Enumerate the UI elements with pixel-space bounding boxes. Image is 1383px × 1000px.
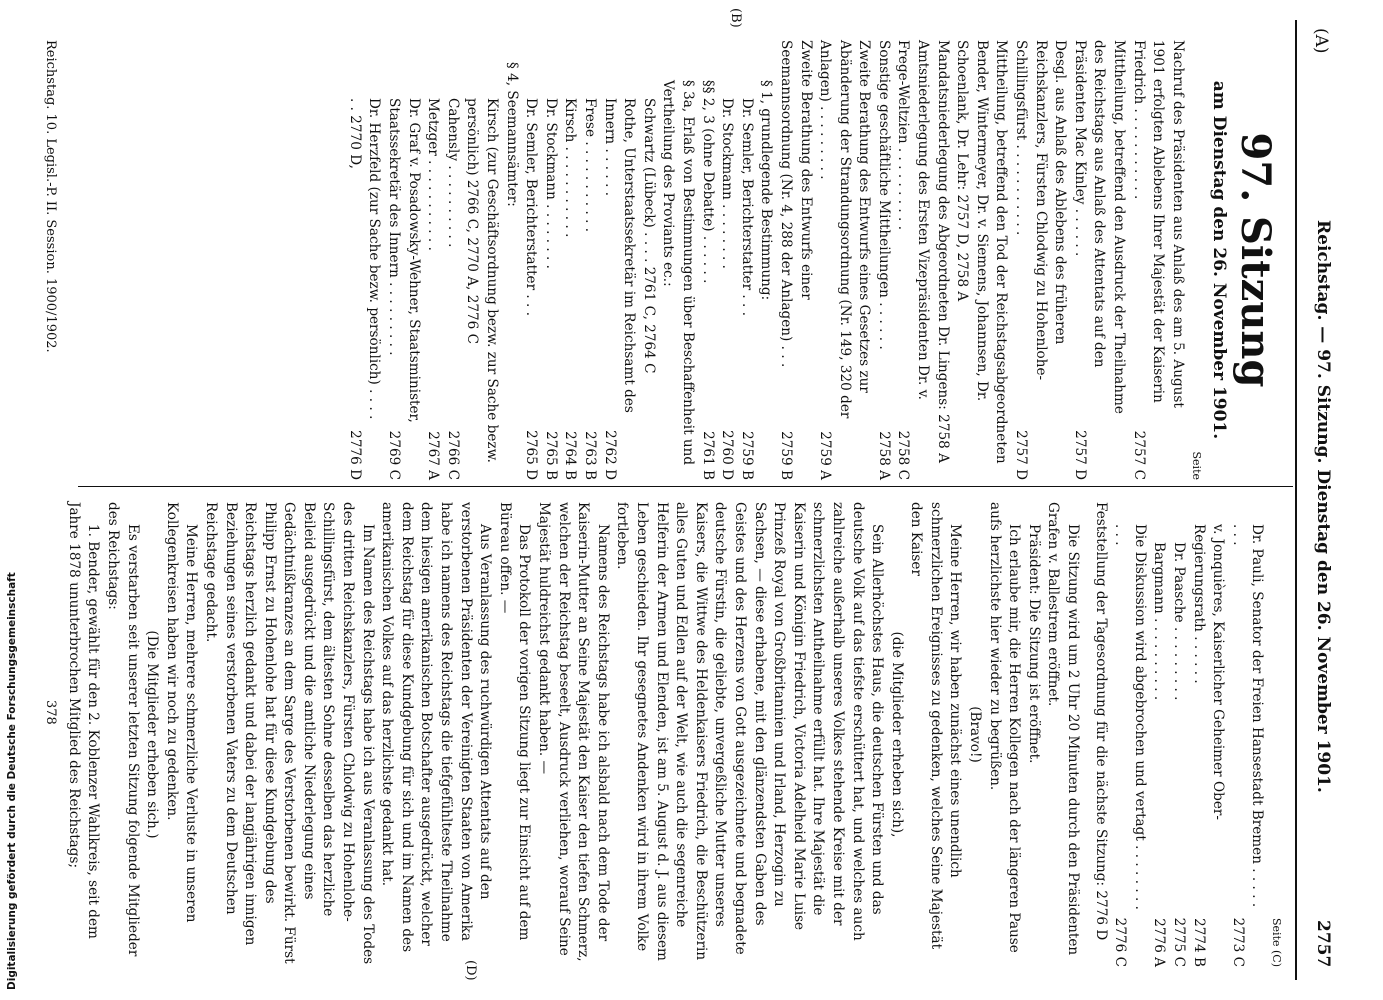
toc-entry xyxy=(1168,502,1188,967)
toc-entry xyxy=(873,40,893,480)
toc-entry-text: Die Diskussion wird abgebrochen und vertagt . . . . . . . . . . . xyxy=(1112,524,1148,910)
toc-entry xyxy=(599,40,638,480)
toc-entry-page-ref: 2769 C xyxy=(386,430,403,480)
toc-entry-text: Dr. Stockmann . . . . . . . . xyxy=(542,98,559,269)
paragraph: Aus Veranlassung des ruchwürdigen Attentats auf den verstorbenen Präsidenten der Vereinigten Staaten von Amerika habe ich namens des Reichstags die tiefgefühlteste Theilnahme dem hiesigen amerikanischen Botschafter ausgedrückt, welcher dem Reichstag für diese Kundgebung für sich und im Namen des amerikanischen Volkes auf das herzlichste gedankt hat. xyxy=(379,502,494,953)
toc-entry-text: Rothe, Unterstaatssekretär im Reichsamt des Innern . . . . . . xyxy=(601,98,638,413)
toc-entry-text: Dr. Paasche . . . . . . . . . xyxy=(1171,542,1188,701)
toc-entry-text: Nachruf des Präsidenten aus Anlaß des am 5. August 1901 erfolgten Ablebens Ihrer Majestät der Kaiserin Friedrich . . . . . . . . . . . xyxy=(1130,40,1186,408)
table-of-contents-continued xyxy=(1090,502,1266,967)
toc-entry-text: Metzger . . . . . . . . . . . xyxy=(425,98,442,251)
toc-entry xyxy=(775,40,814,480)
footer-page-number: 378 xyxy=(43,700,58,725)
toc-entry xyxy=(560,40,580,480)
toc-entry xyxy=(344,40,383,480)
toc-entry xyxy=(658,40,697,480)
toc-entry xyxy=(952,40,1011,480)
toc-entry-text: §§ 2, 3 (ohne Debatte) . . . . . . xyxy=(699,80,716,284)
toc-entry-text: Frese . . . . . . . . . . . xyxy=(582,98,598,233)
footer-legislature: Reichstag. 10. Legisl.-P. II. Session. 1900/1902. xyxy=(43,40,58,353)
toc-entry-page-ref: 2765 D xyxy=(523,430,540,480)
toc-entry-page-ref: 2760 D xyxy=(719,430,736,480)
toc-entry-page-ref: 2758 C xyxy=(895,430,912,480)
toc-entry-text: § 3a, Erlaß von Bestimmungen über Beschaffenheit und Vertheilung des Proviants ec.: xyxy=(660,80,696,466)
toc-entry xyxy=(756,40,776,480)
interjection: (die Mitglieder erheben sich), xyxy=(888,631,905,838)
toc-entry-page-ref: 2759 B xyxy=(777,431,794,480)
toc-entry-text: Dr. Graf v. Posadowsky-Wehner, Staatsminister, Staatssekretär des Innern . . . . . . . . . xyxy=(386,98,422,423)
toc-entry-text: Schwartz (Lübeck) . . . . 2761 C, 2764 C xyxy=(640,98,657,374)
toc-entry-page-ref: 2776 A xyxy=(1151,918,1168,967)
toc-entry xyxy=(1010,40,1069,480)
toc-entry-page-ref: 2775 C xyxy=(1171,917,1188,967)
interjection: (Bravo!) xyxy=(967,706,984,763)
toc-entry-page-ref: 2764 B xyxy=(562,431,579,480)
left-column xyxy=(344,40,1288,480)
toc-entry-text: Mittheilung, betreffend den Ausdruck der Theilnahme des Reichstags aus Anlaß des Attentats auf den Präsidenten Mac Kinley . . . . . . xyxy=(1071,40,1128,414)
toc-entry xyxy=(1110,502,1149,967)
toc-entry-text: Dr. Herzfeld (zur Sache bezw. persönlich) . . . . . . 2770 D, xyxy=(346,98,383,420)
toc-entry xyxy=(423,40,443,480)
toc-entry-page-ref: 2767 A xyxy=(425,431,442,480)
toc-entry xyxy=(579,40,599,480)
paragraph: Im Namen des Reichstags habe ich aus Veranlassung des Todes des dritten Reichskanzlers, Fürsten Chlodwig zu Hohenlohe-Schillingsfürst, dem ältesten Sohne desselben das herzliche Beileid ausgedrückt und die amtliche Niederlegung eines Gedächtnißkranzes an dem Sarge des Verstorbenen bewirkt. Fürst Philipp Ernst zu Hohenlohe hat für diese Kundgebung des Reichstags herzlich gedankt und dabei der langjährigen innigen Beziehungen seines verstorbenen Vaters zu dem Deutschen Reichstage gedacht. xyxy=(202,502,376,965)
paragraph: Meine Herren, wir haben zunächst eines unendlich schmerzlichen Ereignisses zu gedenken, welches Seine Majestät den Kaiser xyxy=(908,502,964,950)
toc-entry-page-ref: 2757 D xyxy=(1071,430,1088,480)
toc-entry xyxy=(501,40,521,480)
session-title: 97. Sitzung xyxy=(1232,132,1279,388)
toc-entry-page-ref: 2758 A xyxy=(875,431,892,480)
toc-entry-text: Bargmann . . . . . . . . . . xyxy=(1151,542,1168,701)
toc-entry-text: Dr. Stockmann . . . . . . . . xyxy=(719,98,736,269)
toc-entry-page-ref: 2773 C xyxy=(1229,917,1246,967)
toc-entry xyxy=(1069,40,1128,480)
paragraph: Es verstarben seit unserer letzten Sitzung folgende Mitglieder des Reichstags: xyxy=(104,502,141,957)
toc-entry xyxy=(1149,502,1169,967)
proceedings-text xyxy=(63,502,1082,967)
toc-entry-page-ref: 2761 B xyxy=(699,431,716,480)
toc-entry xyxy=(383,40,422,480)
toc-entry-text: Dr. Semler, Berichterstatter . . . xyxy=(738,98,755,317)
toc-entry xyxy=(717,40,737,480)
toc-entry-page-ref: 2776 D xyxy=(346,430,363,480)
column-divider xyxy=(78,486,1293,487)
toc-entry xyxy=(932,40,952,480)
toc-entry-text: § 1, grundlegende Bestimmung: xyxy=(758,80,775,301)
margin-letter-a: (A) xyxy=(1311,28,1331,54)
toc-entry-page-ref: 2759 A xyxy=(817,431,834,480)
toc-entry-text: Mandatsniederlegung des Abgeordneten Dr. Lingens: 2758 A xyxy=(934,40,951,463)
toc-entry xyxy=(638,40,658,480)
right-column xyxy=(63,502,1288,967)
session-date: am Dienstag den 26. November 1901. xyxy=(1209,80,1229,440)
margin-letter-d: (D) xyxy=(463,960,478,981)
toc-entry-text: Cahensly . . . . . . . . . . xyxy=(444,98,461,248)
running-header: Reichstag. — 97. Sitzung. Dienstag den 26. November 1901. xyxy=(1313,220,1333,793)
toc-entry-text: Amtsniederlegung des Ersten Vizepräsidenten Dr. v. Frege-Weltzien . . . . . . . . . . xyxy=(895,40,932,400)
table-of-contents xyxy=(344,40,1187,480)
toc-entry xyxy=(521,40,541,480)
toc-entry xyxy=(815,40,874,480)
toc-entry-text: Mittheilung, betreffend den Tod der Reichstagsabgeordneten Bender, Wintermeyer, Dr. v. Siemens, Johannsen, Dr. Schoenlank, Dr. Lehr: 2757 D, 2758 A xyxy=(954,40,1010,464)
toc-entry-text: Kirsch (zur Geschäftsordnung bezw. zur Sache bezw. persönlich) 2766 C, 2770 A, 2776 C xyxy=(464,98,501,463)
toc-entry xyxy=(736,40,756,480)
toc-entry-text: Desgl. aus Anlaß des Ablebens des früheren Reichskanzlers, Fürsten Chlodwig zu Hohenlohe-Schillingsfürst . . . . . . . . . . . xyxy=(1013,40,1069,381)
toc-entry-page-ref: 2774 B xyxy=(1190,918,1207,967)
paragraph: Namens des Reichstags habe ich alsbald nach dem Tode der Kaiserin-Mutter an Seine Majestät den Kaiser den tiefen Schmerz, welchen der Reichstag beseelt, Ausdruck verliehen, worauf Seine Majestät huldreichst gedankt haben. — xyxy=(536,502,611,962)
paragraph: Ich erlaube mir, die Herren Kollegen nach der längeren Pause aufs herzlichste hier wieder zu begrüßen. xyxy=(986,502,1023,953)
seite-label: Seite xyxy=(1190,451,1204,480)
toc-entry-page-ref: 2765 B xyxy=(542,431,559,480)
page-number: 2757 xyxy=(1313,920,1333,968)
toc-entry-page-ref: 2757 C xyxy=(1130,430,1147,480)
toc-entry xyxy=(540,40,560,480)
toc-entry-page-ref: 2776 C xyxy=(1112,917,1129,967)
toc-entry-text: v. Jonquières, Kaiserlicher Geheimer Ober-Regierungsrath . . . . . . xyxy=(1190,524,1227,820)
toc-entry-page-ref: 2766 C xyxy=(444,430,461,480)
paragraph: Meine Herren, mehrere schmerzliche Verluste in unseren Kollegenkreisen haben wir noch zu gedenken. xyxy=(163,502,200,923)
digitization-note: Digitalisierung gefördert durch die Deutsche Forschungsgemeinschaft xyxy=(6,572,18,990)
toc-entry-text: Sonstige geschäftliche Mittheilungen . . . . . . xyxy=(875,40,892,350)
paragraph: Sein Allerhöchstes Haus, die deutschen Fürsten und das deutsche Volk auf das tiefste erschüttert hat, und welches auch zahlreiche außerhalb unseres Volkes stehende Kreise mit der schmerzlichsten Antheilnahme erfüllt hat. Ihre Majestät die Kaiserin und Königin Friedrich, Victoria Adelheid Marie Luise Prinzeß Royal von Großbritannien und Irland, Herzogin zu Sachsen, — diese erhabene, mit den glänzendsten Gaben des Geistes und des Herzens von Gott ausgezeichnete und begnadete deutsche Fürstin, die geliebte, unvergeßliche Mutter unseres Kaisers, die Wittwe des Heldenkaisers Friedrich, die Beschützerin alles Guten und Edlen auf der Welt, wie auch die segenreiche Helferin der Armen und Elenden, ist am 5. August d. J. aus diesem Leben geschieden. Ihr gesegnetes Andenken wird in ihrem Volke fortleben. xyxy=(614,502,886,961)
paragraph: 1. Bender, gewählt für den 2. Koblenzer Wahlkreis, seit dem Jahre 1878 ununterbrochen Mitglied des Reichstags; xyxy=(65,502,102,939)
toc-entry-text: Dr. Pauli, Senator der Freien Hansestadt Bremen . . . . . . . . xyxy=(1229,524,1266,908)
toc-entry-text: § 4, Seemannsämter: xyxy=(503,62,520,207)
toc-entry xyxy=(442,40,462,480)
toc-entry-page-ref: 2759 B xyxy=(738,431,755,480)
toc-entry-page-ref: 2757 D xyxy=(1013,430,1030,480)
paragraph: Das Protokoll der vorigen Sitzung liegt zur Einsicht auf dem Büreau offen. — xyxy=(496,502,533,941)
toc-entry-page-ref: 2763 B xyxy=(582,431,598,480)
toc-entry xyxy=(1188,502,1227,967)
seite-label-right: Seite (C) xyxy=(1270,918,1283,967)
toc-entry xyxy=(893,40,932,480)
toc-entry xyxy=(462,40,501,480)
toc-entry xyxy=(697,40,717,480)
paragraph: Die Sitzung wird um 2 Uhr 20 Minuten durch den Präsidenten Grafen v. Ballestrem eröffnet. xyxy=(1045,502,1082,956)
paragraph: Präsident: Die Sitzung ist eröffnet. xyxy=(1025,524,1042,764)
toc-entry xyxy=(1227,502,1266,967)
toc-entry-text: Feststellung der Tagesordnung für die nächste Sitzung: 2776 D xyxy=(1092,502,1109,941)
toc-entry-text: Zweite Berathung des Entwurfs einer Seemannsordnung (Nr. 4, 288 der Anlagen) . . . xyxy=(777,40,814,368)
toc-entry-text: Kirsch . . . . . . . . . . . xyxy=(562,98,579,238)
toc-entry-text: Zweite Berathung des Entwurfs eines Gesetzes zur Abänderung der Strandungsordnung (Nr. 149, 320 der Anlagen) . . . . . . . . . xyxy=(817,40,873,419)
margin-letter-b: (B) xyxy=(728,8,743,28)
toc-entry-text: Dr. Semler, Berichterstatter . . . xyxy=(523,98,540,317)
header-rule xyxy=(1295,20,1297,980)
interjection: (Die Mitglieder erheben sich.) xyxy=(144,630,161,839)
toc-entry-page-ref: 2762 D xyxy=(601,430,618,480)
toc-entry xyxy=(1128,40,1187,480)
toc-entry xyxy=(1090,502,1110,967)
